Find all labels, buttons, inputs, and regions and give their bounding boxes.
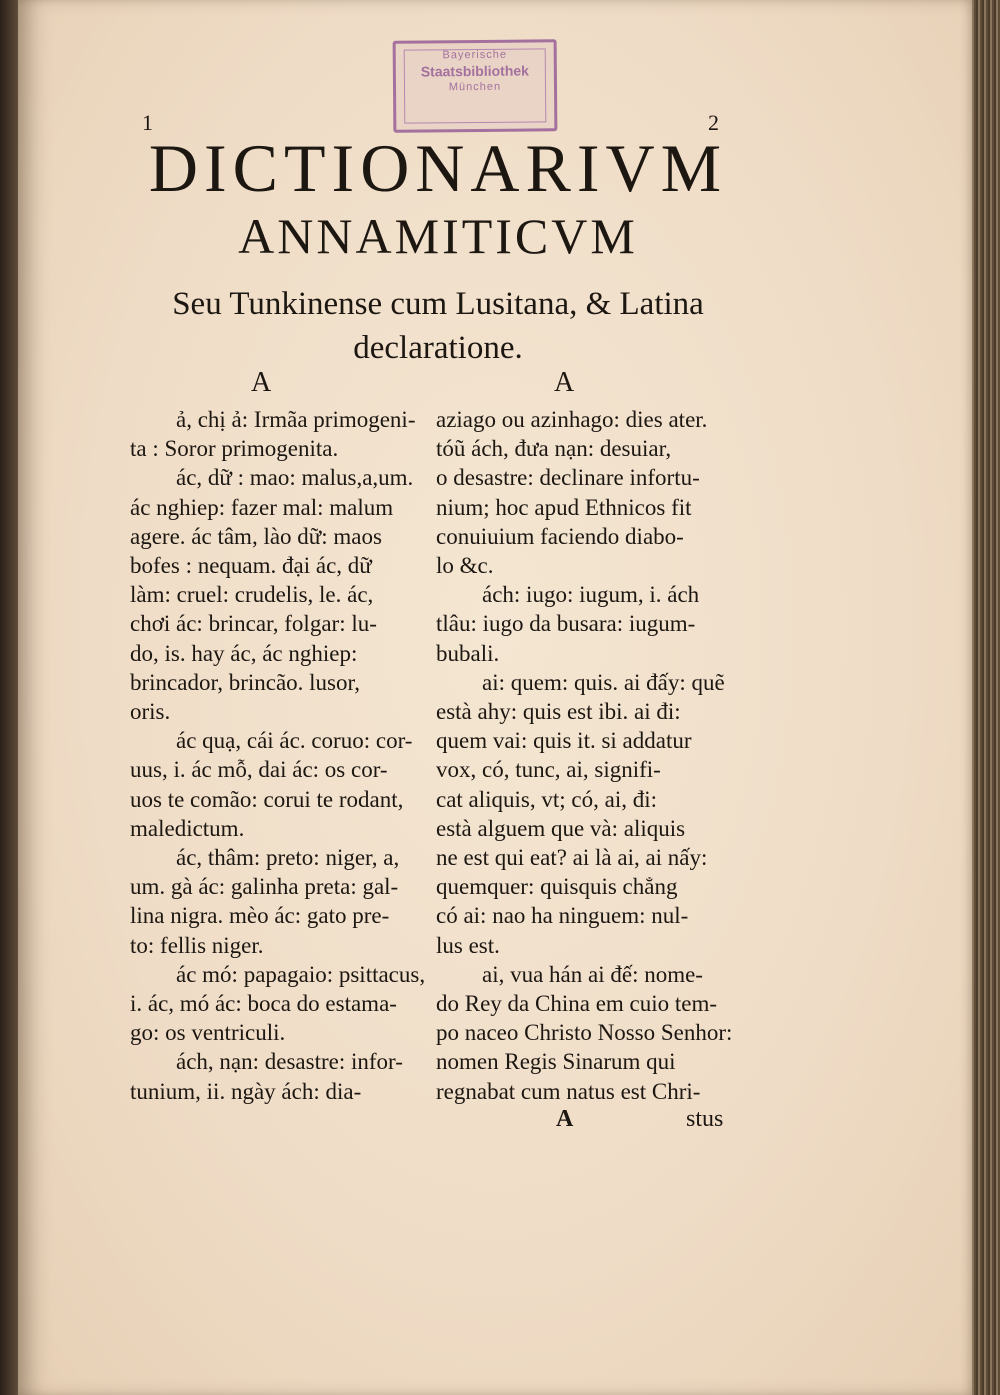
right-column [436,405,754,1106]
title-line-2: ANNAMITICVM [238,208,638,264]
text-line: regnabat cum natus est Chri- [436,1078,701,1104]
text-line: ác, dữ : mao: malus,a,um. [130,465,414,491]
signature-mark: A [556,1106,574,1132]
text-line: có ai: nao ha ninguem: nul- [436,903,689,929]
text-line: ác, thâm: preto: niger, a, [130,845,400,871]
text-line: go: os ventriculi. [130,1020,286,1046]
subtitle-line-2: declaratione. [353,330,523,366]
text-line: ác mó: papagaio: psittacus, [130,961,426,987]
folio-left: 1 [142,110,153,135]
stamp-line-1: Bayerische [442,48,507,62]
text-line: i. ác, mó ác: boca do estama- [130,991,397,1017]
text-line: brincador, brincão. lusor, [130,669,360,695]
text-line: tlâu: iugo da busara: iugum- [436,611,696,637]
text-line: bofes : nequam. đại ác, dữ [130,553,372,579]
text-line: po naceo Christo Nosso Senhor: [436,1020,733,1046]
library-stamp [393,39,558,132]
text-line: um. gà ác: galinha preta: gal- [130,874,399,900]
subtitle-line-1: Seu Tunkinense cum Lusitana, & Latina [172,286,704,322]
page-edges [970,0,1000,1395]
text-line: maledictum. [130,815,245,841]
text-line: quemquer: quisquis chẳng [436,874,678,900]
text-line: uus, i. ác mỗ, dai ác: os cor- [130,757,388,783]
stamp-inner-border [404,48,547,123]
title-line-1: DICTIONARIVM [148,130,728,206]
text-line: oris. [130,699,171,725]
left-column [130,405,428,1106]
text-line: agere. ác tâm, lào dữ: maos [130,523,382,549]
text-line: o desastre: declinare infortu- [436,465,700,491]
text-line: està alguem que và: aliquis [436,815,686,841]
text-line: lo &c. [436,553,494,579]
stamp-line-3: München [448,80,502,94]
text-line: ách: iugo: iugum, i. ách [436,582,700,608]
text-line: nium; hoc apud Ethnicos fit [436,494,692,520]
text-line: do Rey da China em cuio tem- [436,991,718,1017]
text-line: to: fellis niger. [130,932,264,958]
stamp-line-2: Staatsbibliothek [420,62,529,80]
text-line: ne est qui eat? ai là ai, ai nấy: [436,845,708,871]
text-line: quem vai: quis it. si addatur [436,728,692,754]
text-line: ách, nạn: desastre: infor- [130,1049,403,1075]
text-line: bubali. [436,640,500,666]
column-heading-right: A [554,367,575,398]
text-line: do, is. hay ác, ác nghiep: [130,640,358,666]
text-line: tunium, ii. ngày ách: dia- [130,1078,362,1104]
text-line: cat aliquis, vt; có, ai, đi: [436,786,658,812]
text-line: lina nigra. mèo ác: gato pre- [130,903,390,929]
text-line: està ahy: quis est ibi. ai đi: [436,699,681,725]
text-line: chơi ác: brincar, folgar: lu- [130,611,377,637]
text-line: vox, có, tunc, ai, signifi- [436,757,661,783]
text-line: ai: quem: quis. ai đấy: quẽ [436,669,725,695]
text-line: uos te comão: corui te rodant, [130,786,404,812]
text-line: ác nghiep: fazer mal: malum [130,494,394,520]
catchword: stus [686,1106,724,1132]
text-line: tóũ ách, đưa nạn: desuiar, [436,436,672,462]
text-line: ác quạ, cái ác. coruo: cor- [130,728,413,754]
book-page [18,0,972,1395]
text-line: lus est. [436,932,500,958]
text-line: ai, vua hán ai đế: nome- [436,961,703,987]
text-line: ả, chị ả: Irmãa primogeni- [130,407,416,432]
text-line: ta : Soror primogenita. [130,436,339,462]
text-line: nomen Regis Sinarum qui [436,1049,676,1075]
text-line: aziago ou azinhago: dies ater. [436,407,708,432]
folio-right: 2 [708,110,719,135]
column-heading-left: A [251,367,272,398]
text-line: làm: cruel: crudelis, le. ác, [130,582,374,608]
text-line: conuiuium faciendo diabo- [436,523,684,549]
subtitle [118,282,758,370]
